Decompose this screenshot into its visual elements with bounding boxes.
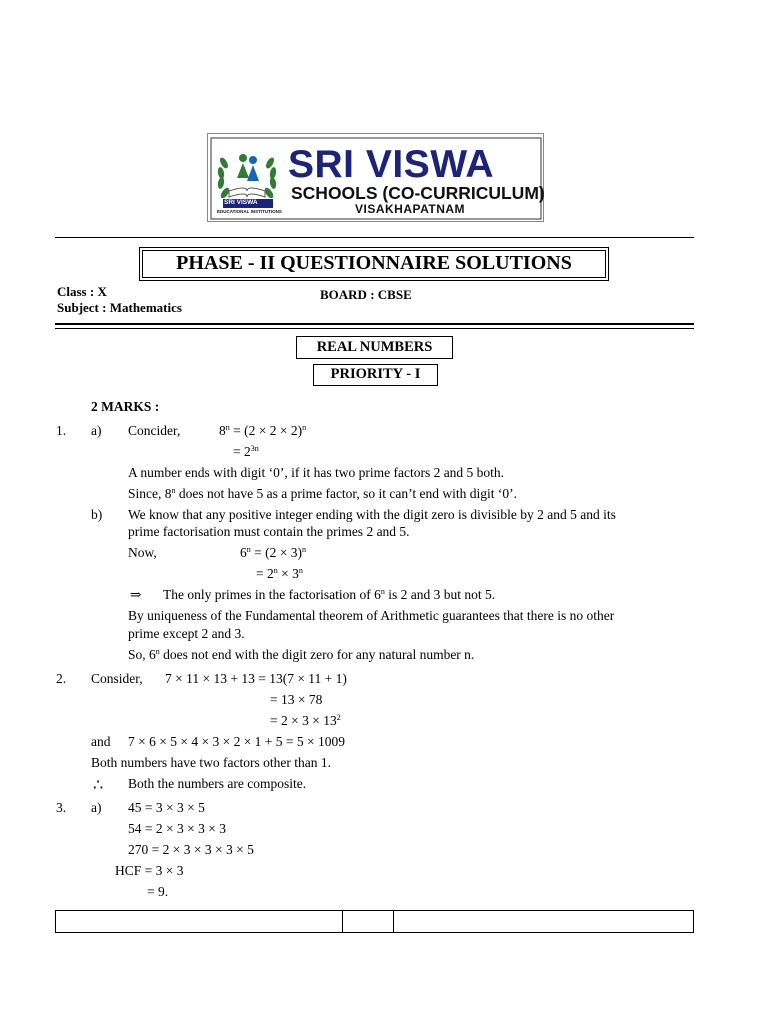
q1b-line5: The only primes in the factorisation of 6$^n$ is 2 and 3 but not 5. [163, 587, 496, 602]
header-divider-thin [55, 328, 694, 329]
q2-eq2: = 13 × 78 [270, 692, 323, 707]
logo-subtitle: SCHOOLS (CO-CURRICULUM) [291, 183, 545, 203]
q1a-line4: Since, 8$^n$ does not have 5 as a prime factor, so it can’t end with digit ‘0’. [128, 486, 517, 501]
q3a-eq1: 45 = 3 × 3 × 5 [128, 800, 205, 815]
q2-and: and [91, 734, 111, 749]
q1a-word: Concider, [128, 423, 181, 438]
q1a-eq1: $8^n = (2 \times 2 \times 2)^n$ [219, 423, 307, 438]
q2-number: 2. [56, 671, 67, 686]
q2-eq3: = $2 \times 3 \times 13^2$ [270, 713, 341, 728]
q1-number: 1. [56, 423, 67, 438]
footer-cell-divider [393, 911, 394, 932]
q2-line5: Both numbers have two factors other than 1. [91, 755, 331, 770]
logo-city: VISAKHAPATNAM [355, 202, 466, 216]
footer-table [55, 910, 694, 933]
q2-eq1: 7 × 11 × 13 + 13 = 13(7 × 11 + 1) [165, 671, 347, 686]
q3a-eq4: HCF = 3 × 3 [115, 863, 184, 878]
q3a-eq5: = 9. [147, 884, 169, 899]
q2-word: Consider, [91, 671, 143, 686]
q1b-line8: So, 6$^n$ does not end with the digit zero for any natural number n. [128, 647, 475, 662]
school-logo [207, 133, 544, 222]
header-divider-thick [55, 323, 694, 325]
class-label: Class : X [57, 284, 107, 299]
topic-box [296, 336, 453, 359]
top-divider [55, 237, 694, 238]
q1b-line1: We know that any positive integer ending with the digit zero is divisible by 2 and 5 and its [128, 507, 616, 522]
logo-emblem-text: SRI VISWA [224, 199, 258, 206]
board-label: BOARD : CBSE [320, 287, 412, 302]
q2-eq4: 7 × 6 × 5 × 4 × 3 × 2 × 1 + 5 = 5 × 1009 [128, 734, 346, 749]
logo-title: SRI VISWA [288, 143, 495, 186]
q3-number: 3. [56, 800, 67, 815]
priority-box [313, 364, 438, 386]
title-box [139, 247, 609, 281]
q1b-label: b) [91, 507, 103, 522]
q1b-now: Now, [128, 545, 157, 560]
priority-title: PRIORITY - I [330, 366, 421, 382]
q1b-line2: prime factorisation must contain the primes 2 and 5. [128, 524, 410, 539]
q1a-eq2: = $2^{3n}$ [233, 444, 259, 459]
q1b-line7: prime except 2 and 3. [128, 626, 245, 641]
book-icon [229, 188, 265, 197]
marks-heading: 2 MARKS : [91, 399, 160, 414]
footer-cell-divider [342, 911, 343, 932]
implies-icon: ⇒ [130, 587, 142, 602]
q1a-label: a) [91, 423, 102, 438]
q3a-eq2: 54 = 2 × 3 × 3 × 3 [128, 821, 226, 836]
q1a-line3: A number ends with digit ‘0’, if it has two prime factors 2 and 5 both. [128, 465, 505, 480]
logo-emblem-caption: EDUCATIONAL INSTITUTIONS [217, 209, 282, 214]
topic-title: REAL NUMBERS [316, 339, 433, 355]
q3a-label: a) [91, 800, 102, 815]
subject-label: Subject : Mathematics [57, 300, 182, 315]
q3a-eq3: 270 = 2 × 3 × 3 × 3 × 5 [128, 842, 254, 857]
therefore-icon: ∴ [93, 777, 104, 794]
q2-line6: Both the numbers are composite. [128, 776, 307, 791]
q1b-eq2: = $2^n \times 3^n$ [256, 566, 303, 581]
q1b-line6: By uniqueness of the Fundamental theorem of Arithmetic guarantees that there is no other [128, 608, 615, 623]
page-title: PHASE - II QUESTIONNAIRE SOLUTIONS [176, 252, 572, 274]
q1b-eq1: $6^n = (2 \times 3)^n$ [240, 545, 306, 560]
